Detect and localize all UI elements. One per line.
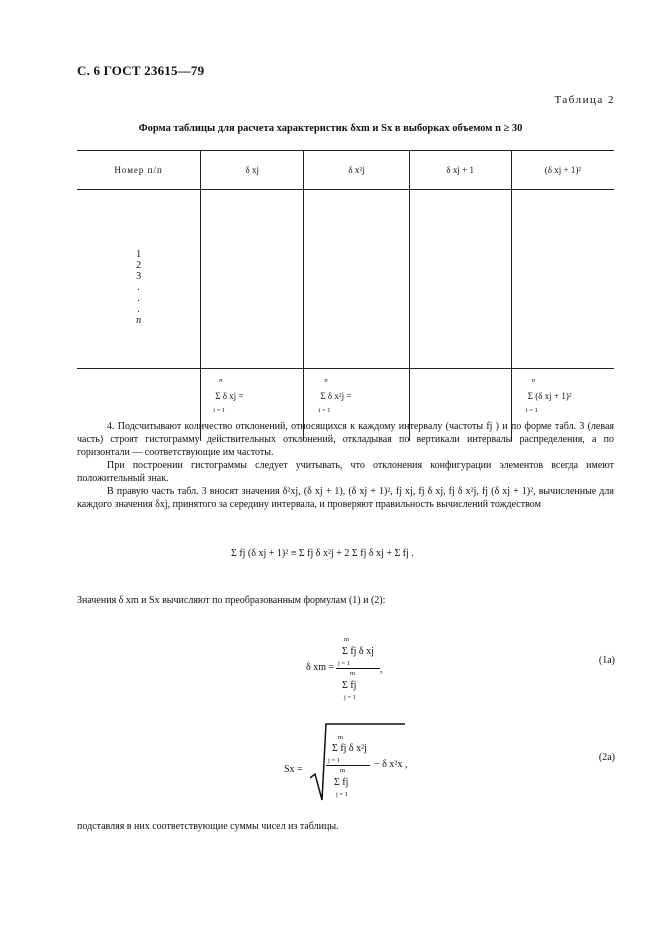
row-number: . (137, 282, 140, 293)
formula-2a-lower: j = 1 (328, 757, 340, 764)
sum-expression: Σ δ x²j = (320, 391, 352, 401)
page-header: С. 6 ГОСТ 23615—79 (77, 63, 205, 78)
row-numbers (77, 190, 201, 369)
col-header-dx: δ xj (201, 151, 304, 190)
formula-1a-den-upper: m (350, 670, 356, 677)
sum-lower-limit: i = 1 (525, 407, 538, 414)
formula-2a-den-upper: m (340, 767, 346, 774)
formula-2a-den-lower: j = 1 (336, 791, 348, 798)
row-number: . (137, 304, 140, 315)
formula-1a-lhs: δ xm = (306, 662, 335, 673)
col-header-dx-plus-1-squared: (δ xj + 1)² (511, 151, 614, 190)
formula-1a-denominator: Σ fj (342, 680, 357, 691)
empty-cell (304, 190, 409, 369)
paragraph-histogram-note: При построении гистограммы следует учитывать, что отклонения конфигурации элементов всегда имеют положительный знак. (77, 460, 614, 484)
formula-1a-upper: m (344, 636, 350, 643)
col-header-dx2: δ x²j (304, 151, 409, 190)
formula-2a-fraction-bar (326, 765, 370, 766)
formula-2a-tail: − δ x²x , (374, 759, 408, 770)
table-label: Таблица 2 (554, 94, 615, 106)
sum-lower-limit: i = 1 (318, 407, 331, 414)
sum-expression: Σ (δ xj + 1)² (527, 391, 572, 401)
formula-2a-denominator: Σ fj (334, 777, 349, 788)
sum-upper-limit: n (219, 377, 223, 384)
table-header-row (77, 151, 614, 190)
row-number: n (136, 315, 142, 326)
sum-upper-limit: n (531, 377, 536, 384)
calculation-table (77, 150, 614, 441)
sum-expression: Σ δ xj = (215, 391, 244, 401)
formula-2a-upper: m (338, 734, 344, 741)
formula-1a-lower: j = 1 (338, 660, 350, 667)
col-header-dx-plus-1: δ xj + 1 (409, 151, 511, 190)
formula-2a (280, 722, 440, 804)
paragraph-right-part: В правую часть табл. 3 вносят значения δ²xj, (δ xj + 1), (δ xj + 1)², fj xj, fj δ xj, fj δ x²j, fj (δ xj + 1)², вычисленные для каждого значения δxj, принятого за середину интервала, и проверяют правильность вычислений тождеством (77, 486, 614, 510)
formula-2a-numerator: Σ fj δ x²j (332, 743, 367, 754)
formula-1a-den-lower: j = 1 (344, 694, 356, 701)
sum-upper-limit: n (324, 377, 328, 384)
row-number: . (137, 293, 140, 304)
formula-1a-number: (1а) (598, 655, 615, 666)
empty-cell (511, 190, 614, 369)
row-number: 1 (136, 249, 142, 260)
formula-1a-fraction-bar (336, 668, 380, 669)
formula-1a-numerator: Σ fj δ xj (342, 646, 374, 657)
sum-lower-limit: i = 1 (213, 407, 226, 414)
body-text (77, 420, 614, 511)
formula-1a: m Σ fj δ xj j = 1 δ xm = , m Σ fj j = 1 (306, 636, 383, 701)
table-title: Форма таблицы для расчета характеристик δxm и Sx в выборках объемом n ≥ 30 (138, 123, 523, 134)
paragraph-4: 4. Подсчитывают количество отклонений, относящихся к каждому интервалу (частоты fj ) и по форме табл. 3 (левая часть) строят гистограмму действительных отклонений, откладывая по вертикали интервалы распределения, а по горизонтали — соответствующие им частоты. (77, 421, 614, 458)
col-header-number: Номер п/п (77, 151, 201, 190)
row-number: 2 (136, 260, 142, 271)
closing-text: подставляя в них соответствующие суммы чисел из таблицы. (77, 821, 339, 832)
table-body-row (77, 190, 614, 369)
empty-cell (409, 190, 511, 369)
formulas-intro: Значения δ xm и Sx вычисляют по преобразованным формулам (1) и (2): (77, 595, 386, 606)
empty-cell (201, 190, 304, 369)
formula-2a-lhs: Sx = (284, 764, 303, 775)
formula-2a-number: (2а) (598, 752, 615, 763)
identity-formula: Σ fj (δ xj + 1)² ≡ Σ fj δ x²j + 2 Σ fj δ xj + Σ fj . (231, 548, 414, 559)
row-number: 3 (136, 271, 142, 282)
